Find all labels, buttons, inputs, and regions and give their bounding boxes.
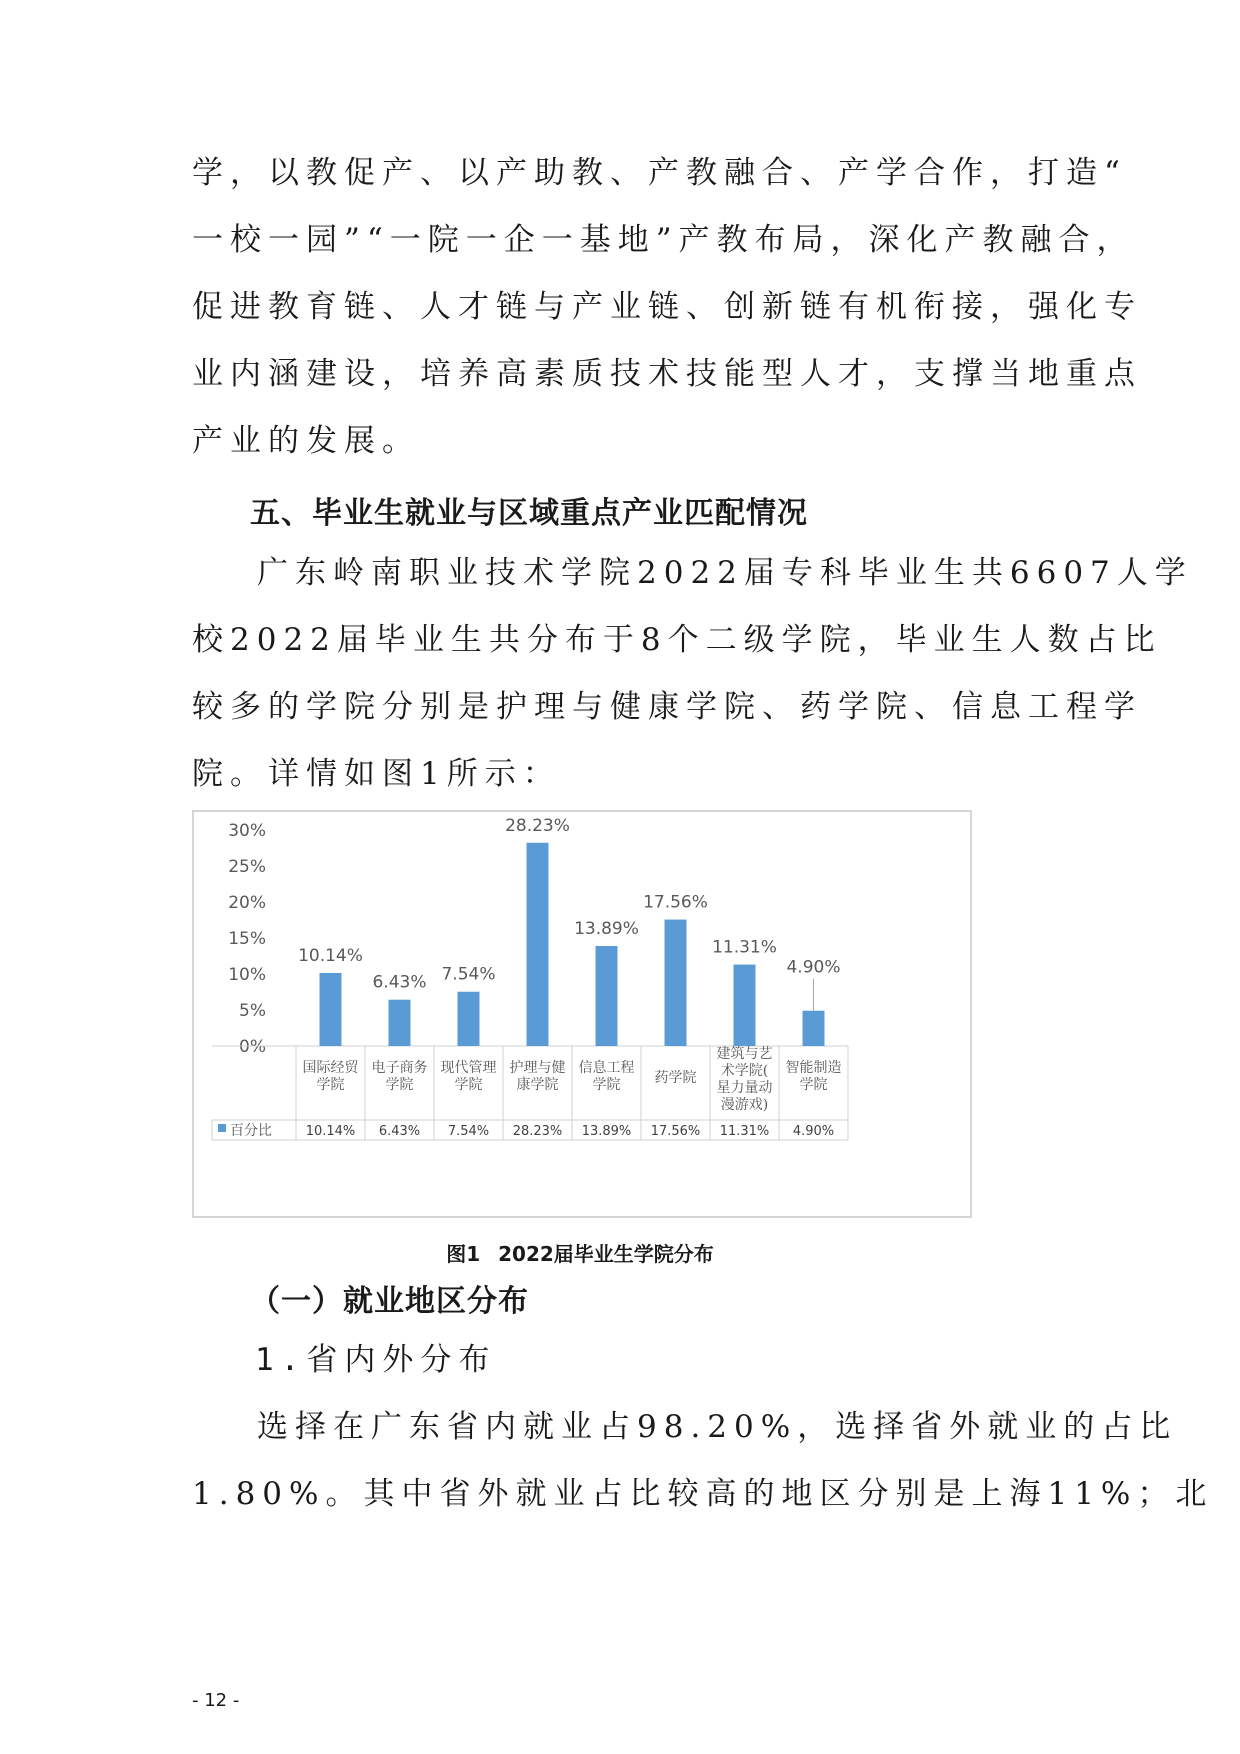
data-label: 4.90%	[786, 957, 841, 978]
data-label: 17.56%	[643, 892, 708, 913]
text-line: 较多的学院分别是护理与健康学院、药学院、信息工程学	[192, 689, 1142, 725]
table-value: 11.31%	[719, 1124, 770, 1139]
y-tick-label: 20%	[228, 893, 266, 913]
category-label: 学院	[316, 1077, 345, 1093]
text-line: 院。详情如图1所示：	[192, 756, 561, 792]
sub-heading: （一）就业地区分布	[250, 1284, 529, 1319]
bar	[458, 992, 480, 1046]
table-value: 28.23%	[512, 1124, 563, 1139]
table-value: 4.90%	[792, 1124, 835, 1139]
table-value: 13.89%	[581, 1124, 632, 1139]
figure-label: 图1	[446, 1242, 481, 1266]
y-tick-label: 5%	[239, 1001, 266, 1021]
table-value: 17.56%	[650, 1124, 701, 1139]
text-line: 校2022届毕业生共分布于8个二级学院，毕业生人数占比	[192, 622, 1162, 658]
data-label: 28.23%	[505, 815, 570, 836]
graduates-paragraph	[192, 540, 1193, 808]
data-label: 7.54%	[441, 964, 496, 985]
bar	[803, 1011, 825, 1046]
data-label: 13.89%	[574, 918, 639, 939]
category-label: 药学院	[654, 1070, 697, 1086]
table-value: 10.14%	[305, 1124, 356, 1139]
text-line: 学，以教促产、以产助教、产教融合、产学合作，打造“	[192, 155, 1127, 191]
category-label: 星力量动	[716, 1080, 773, 1096]
section-heading: 五、毕业生就业与区域重点产业匹配情况	[250, 496, 808, 531]
chart-content	[212, 816, 848, 1140]
category-label: 建筑与艺	[716, 1046, 773, 1062]
figure-caption	[0, 1238, 1160, 1267]
category-label: 电子商务	[371, 1060, 428, 1076]
text-line: 1.80%。其中省外就业占比较高的地区分别是上海11%；北	[192, 1476, 1214, 1512]
bar	[320, 973, 342, 1046]
page-number: - 12 -	[192, 1690, 240, 1711]
data-label: 6.43%	[372, 972, 427, 993]
text-line: 选择在广东省内就业占98.20%，选择省外就业的占比	[257, 1409, 1178, 1445]
chart-svg	[194, 812, 970, 1216]
category-label: 学院	[799, 1077, 828, 1093]
data-label: 10.14%	[298, 945, 363, 966]
category-label: 信息工程	[578, 1060, 635, 1076]
bar-chart	[192, 810, 972, 1218]
table-value: 6.43%	[378, 1124, 421, 1139]
text-line: 产业的发展。	[192, 423, 420, 459]
bar	[665, 920, 687, 1046]
text-line: 促进教育链、人才链与产业链、创新链有机衔接，强化专	[192, 289, 1142, 325]
data-label: 11.31%	[712, 937, 777, 958]
category-label: 康学院	[516, 1077, 559, 1093]
table-value: 7.54%	[447, 1124, 490, 1139]
bar	[596, 946, 618, 1046]
category-label: 护理与健	[509, 1060, 566, 1076]
category-label: 现代管理	[440, 1060, 497, 1076]
y-tick-label: 15%	[228, 929, 266, 949]
category-label: 漫游戏)	[720, 1097, 769, 1113]
text-line: 业内涵建设，培养高素质技术技能型人才，支撑当地重点	[192, 356, 1142, 392]
intro-paragraph	[192, 140, 1142, 475]
category-label: 学院	[385, 1077, 414, 1093]
category-label: 国际经贸	[302, 1060, 359, 1076]
category-label: 学院	[592, 1077, 621, 1093]
bar	[734, 965, 756, 1046]
legend-key	[218, 1124, 226, 1132]
category-label: 术学院(	[720, 1063, 769, 1079]
region-paragraph	[192, 1394, 1214, 1528]
figure-title: 2022届毕业生学院分布	[498, 1242, 714, 1266]
y-tick-label: 25%	[228, 857, 266, 877]
category-label: 学院	[454, 1077, 483, 1093]
y-tick-label: 30%	[228, 821, 266, 841]
bar	[527, 843, 549, 1046]
text-line: 一校一园”“一院一企一基地”产教布局，深化产教融合，	[192, 222, 1135, 258]
y-tick-label: 10%	[228, 965, 266, 985]
y-tick-label: 0%	[239, 1037, 266, 1057]
category-label: 智能制造	[785, 1060, 842, 1076]
bar	[389, 1000, 411, 1046]
text-line: 广东岭南职业技术学院2022届专科毕业生共6607人学	[257, 555, 1193, 591]
subsub-heading: 1.省内外分布	[255, 1342, 497, 1378]
legend-label: 百分比	[230, 1123, 272, 1139]
